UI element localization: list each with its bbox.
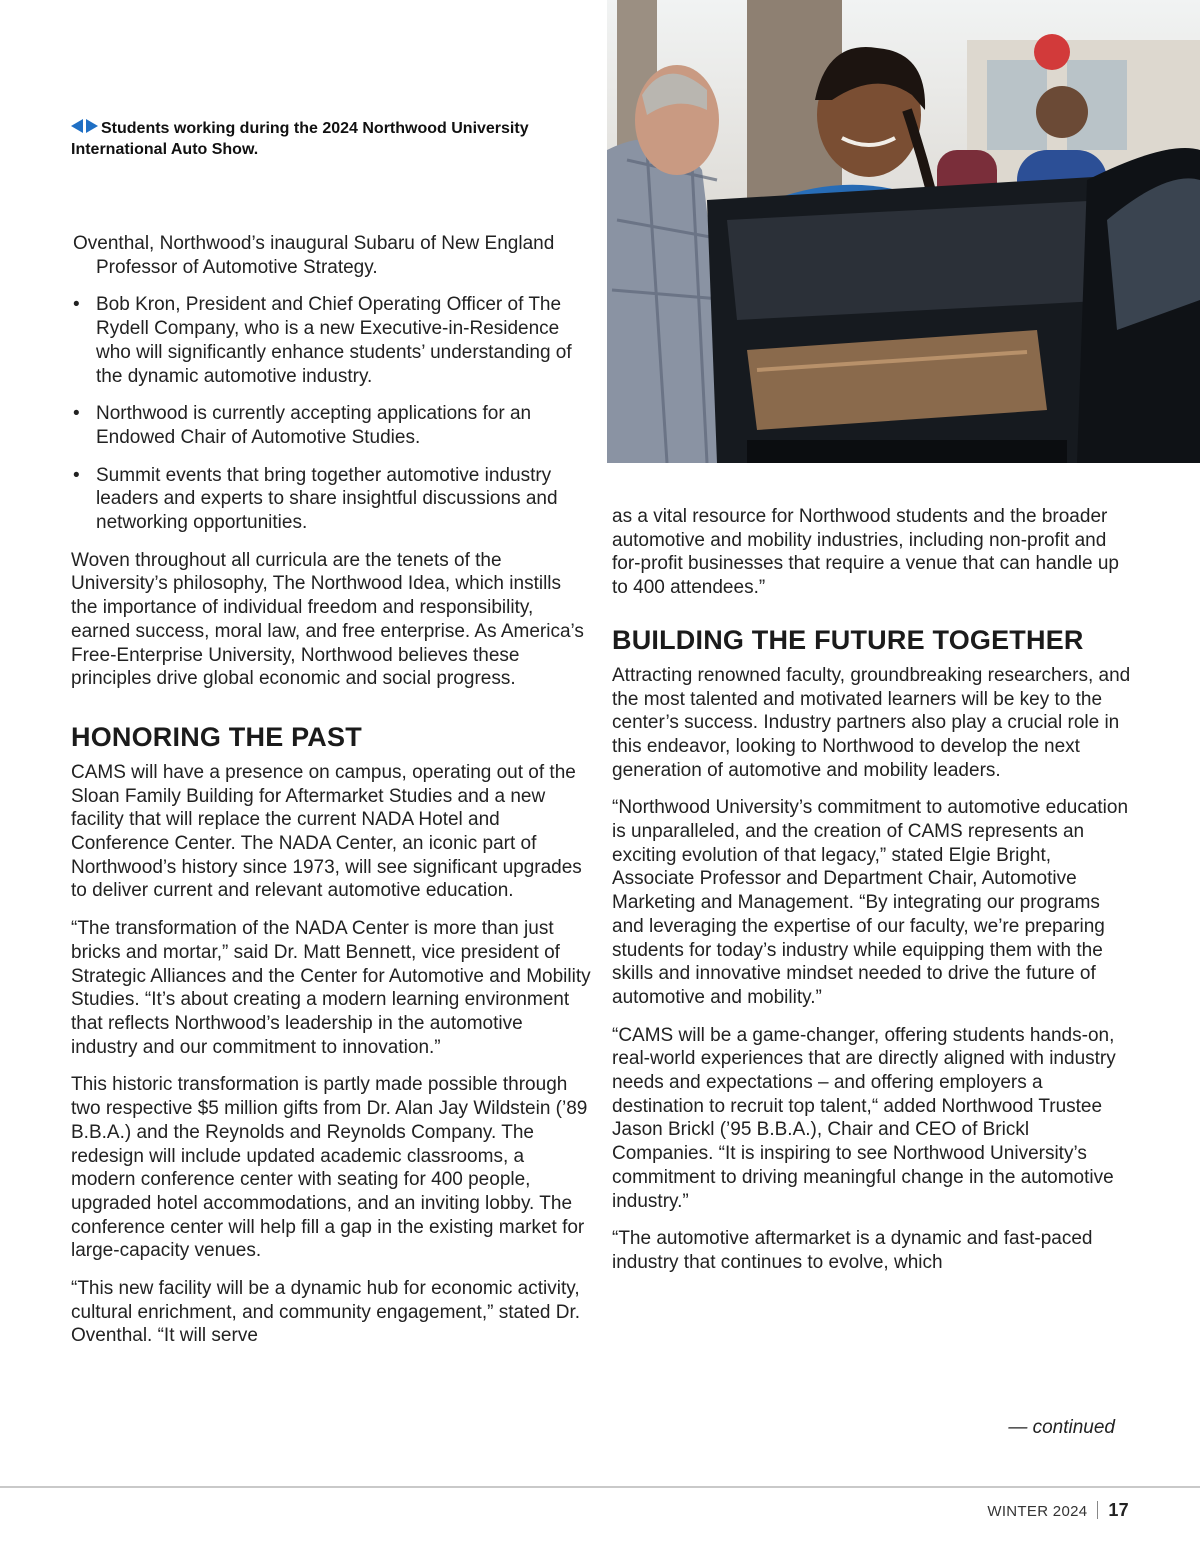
right-column <box>612 505 1132 1289</box>
footer-divider <box>0 1486 1200 1488</box>
bullet-icon: • <box>73 464 80 486</box>
bullet-icon: • <box>73 403 80 425</box>
list-item: Oventhal, Northwood’s inaugural Subaru of New England Professor of Automotive Strategy. <box>73 233 555 278</box>
paragraph: Woven throughout all curricula are the tenets of the University’s philosophy, The Northwood Idea, which instills the importance of individual freedom and responsibility, earned success, moral law, and free enterprise. As America’s Free-Enterprise University, Northwood believes these principles drive global economic and social progress. <box>71 549 584 690</box>
list-item: • Summit events that bring together automotive industry leaders and experts to share insightful discussions and networking opportunities. <box>73 464 558 534</box>
list-item: • Bob Kron, President and Chief Operating Officer of The Rydell Company, who is a new Executive-in-Residence who will significantly enhance students’ understanding of the dynamic automotive industry. <box>73 294 572 387</box>
caption-text: Students working during the 2024 Northwood University International Auto Show. <box>71 120 529 158</box>
photo-students-at-car-icon <box>607 0 1200 463</box>
paragraph: Attracting renowned faculty, groundbreaking researchers, and the most talented and motivated learners will be key to the center’s success. Industry partners also play a crucial role in this endeavor, looking to Northwood to develop the next generation of automotive and mobility leaders. <box>612 664 1131 781</box>
page-footer <box>987 1500 1129 1521</box>
continued-note: — continued <box>1008 1417 1115 1438</box>
paragraph: “Northwood University’s commitment to automotive education is unparalleled, and the creation of CAMS represents an exciting evolution of that legacy,” stated Elgie Bright, Associate Professor and Department Chair, Automotive Marketing and Management. “By integrating our programs and leveraging the expertise of our faculty, we’re preparing students for today’s industry while equipping them with the skills and innovative mindset needed to drive the future of automotive and mobility.” <box>612 797 1129 1008</box>
paragraph: CAMS will have a presence on campus, operating out of the Sloan Family Building for Aftermarket Studies and a new facility that will replace the current NADA Hotel and Conference Center. The NADA Center, an iconic part of Northwood’s history since 1973, will see significant upgrades to deliver current and relevant automotive education. <box>71 761 582 902</box>
paragraph: “The automotive aftermarket is a dynamic and fast-paced industry that continues to evolve, which <box>612 1228 1093 1273</box>
bullet-list <box>71 232 591 535</box>
photo-caption <box>71 118 571 160</box>
paragraph: as a vital resource for Northwood students and the broader automotive and mobility industries, including non-profit and for-profit businesses that require a venue that can handle up to 400 attendees.” <box>612 506 1119 599</box>
issue-label: WINTER 2024 <box>987 1503 1088 1520</box>
section-heading: BUILDING THE FUTURE TOGETHER <box>612 624 1084 655</box>
left-column <box>71 232 591 1362</box>
auto-show-photo <box>607 0 1200 463</box>
section-heading: HONORING THE PAST <box>71 721 362 752</box>
page-number: 17 <box>1108 1500 1129 1520</box>
list-item: • Northwood is currently accepting applications for an Endowed Chair of Automotive Studies. <box>73 403 532 448</box>
bullet-icon: • <box>73 294 80 316</box>
arrow-left-icon <box>71 119 83 133</box>
paragraph: This historic transformation is partly made possible through two respective $5 million gifts from Dr. Alan Jay Wildstein (’89 B.B.A.) and the Reynolds and Reynolds Company. The redesign will include updated academic classrooms, a modern conference center with seating for 400 people, upgraded hotel accommodations, and an inviting lobby. The conference center will help fill a gap in the existing market for large-capacity venues. <box>71 1074 588 1262</box>
arrow-right-icon <box>86 119 98 133</box>
paragraph: “CAMS will be a game-changer, offering students hands-on, real-world experiences that are directly aligned with industry needs and expectations – and offering employers a destination to recruit top talent,“ added Northwood Trustee Jason Brickl (’95 B.B.A.), Chair and CEO of Brickl Companies. “It is inspiring to see Northwood University’s commitment to driving meaningful change in the automotive industry.” <box>612 1024 1116 1212</box>
footer-separator <box>1097 1501 1098 1519</box>
paragraph: “The transformation of the NADA Center is more than just bricks and mortar,” said Dr. Matt Bennett, vice president of Strategic Alliances and the Center for Automotive and Mobility Studies. “It’s about creating a modern learning environment that reflects Northwood’s leadership in the automotive industry and our commitment to innovation.” <box>71 918 591 1058</box>
paragraph: “This new facility will be a dynamic hub for economic activity, cultural enrichment, and community engagement,” stated Dr. Oventhal. “It will serve <box>71 1278 581 1347</box>
